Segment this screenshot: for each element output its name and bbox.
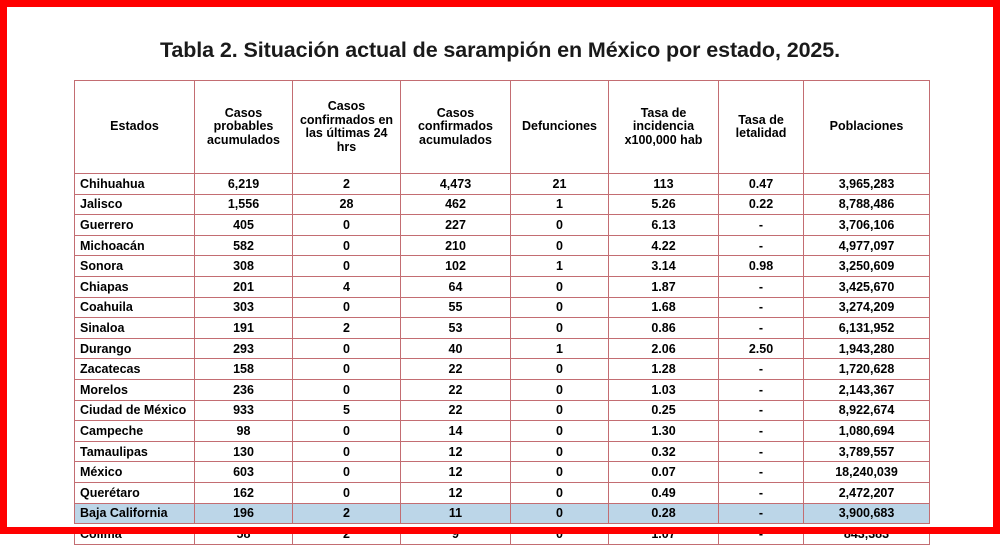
cell-incidencia: 1.68 <box>609 297 719 318</box>
cell-poblacion: 1,080,694 <box>804 421 930 442</box>
cell-incidencia: 3.14 <box>609 256 719 277</box>
cell-incidencia: 1.03 <box>609 379 719 400</box>
cell-defunciones: 0 <box>511 297 609 318</box>
cell-poblacion: 3,274,209 <box>804 297 930 318</box>
cell-probables: 603 <box>195 462 293 483</box>
cell-poblacion: 3,425,670 <box>804 276 930 297</box>
column-header-defunciones: Defunciones <box>511 81 609 174</box>
cell-incidencia: 1.87 <box>609 276 719 297</box>
table-row <box>75 400 930 421</box>
cell-letalidad: - <box>719 297 804 318</box>
cell-probables: 162 <box>195 482 293 503</box>
cell-confirmados-acum: 4,473 <box>401 174 511 195</box>
cell-probables: 98 <box>195 421 293 442</box>
cell-poblacion: 8,788,486 <box>804 194 930 215</box>
table-row <box>75 256 930 277</box>
cell-confirmados-24h: 4 <box>293 276 401 297</box>
cell-incidencia: 0.07 <box>609 462 719 483</box>
cell-incidencia: 0.86 <box>609 318 719 339</box>
table-row <box>75 276 930 297</box>
cell-defunciones: 1 <box>511 256 609 277</box>
cell-confirmados-24h: 0 <box>293 235 401 256</box>
cell-letalidad: - <box>719 421 804 442</box>
cell-confirmados-24h: 0 <box>293 297 401 318</box>
cell-estado: Tamaulipas <box>75 441 195 462</box>
table-row <box>75 235 930 256</box>
table-header-row <box>75 81 930 174</box>
cell-estado: Chihuahua <box>75 174 195 195</box>
document-page <box>12 12 988 541</box>
cell-poblacion: 8,922,674 <box>804 400 930 421</box>
cell-confirmados-acum: 227 <box>401 215 511 236</box>
cell-confirmados-24h: 0 <box>293 338 401 359</box>
cell-incidencia: 4.22 <box>609 235 719 256</box>
cell-letalidad: 0.98 <box>719 256 804 277</box>
cell-incidencia: 1.07 <box>609 524 719 545</box>
cell-confirmados-acum: 462 <box>401 194 511 215</box>
cell-confirmados-acum: 55 <box>401 297 511 318</box>
cell-defunciones: 0 <box>511 379 609 400</box>
cell-letalidad: - <box>719 318 804 339</box>
cell-letalidad: - <box>719 441 804 462</box>
cell-confirmados-acum: 12 <box>401 462 511 483</box>
cell-probables: 6,219 <box>195 174 293 195</box>
cell-defunciones: 0 <box>511 421 609 442</box>
cell-confirmados-acum: 11 <box>401 503 511 524</box>
cell-poblacion: 2,472,207 <box>804 482 930 503</box>
column-header-poblaciones: Poblaciones <box>804 81 930 174</box>
cell-confirmados-24h: 0 <box>293 215 401 236</box>
cell-estado: Colima <box>75 524 195 545</box>
cell-defunciones: 0 <box>511 400 609 421</box>
cell-estado: Chiapas <box>75 276 195 297</box>
cell-probables: 405 <box>195 215 293 236</box>
cell-poblacion: 6,131,952 <box>804 318 930 339</box>
cell-defunciones: 0 <box>511 235 609 256</box>
column-header-casos-confirmados-24hrs: Casos confirmados en las últimas 24 hrs <box>293 81 401 174</box>
cell-defunciones: 0 <box>511 524 609 545</box>
cell-confirmados-acum: 40 <box>401 338 511 359</box>
cell-estado: Jalisco <box>75 194 195 215</box>
cell-estado: Querétaro <box>75 482 195 503</box>
cell-confirmados-acum: 9 <box>401 524 511 545</box>
cell-probables: 1,556 <box>195 194 293 215</box>
table-row <box>75 215 930 236</box>
cell-incidencia: 5.26 <box>609 194 719 215</box>
cell-confirmados-acum: 12 <box>401 482 511 503</box>
cell-letalidad: - <box>719 276 804 297</box>
cell-confirmados-acum: 210 <box>401 235 511 256</box>
cell-estado: Durango <box>75 338 195 359</box>
cell-letalidad: 2.50 <box>719 338 804 359</box>
cell-probables: 191 <box>195 318 293 339</box>
cell-confirmados-acum: 22 <box>401 379 511 400</box>
table-row-highlighted <box>75 503 930 524</box>
cell-confirmados-24h: 0 <box>293 256 401 277</box>
cell-incidencia: 6.13 <box>609 215 719 236</box>
cell-defunciones: 0 <box>511 276 609 297</box>
table-row <box>75 318 930 339</box>
cell-incidencia: 113 <box>609 174 719 195</box>
cell-defunciones: 0 <box>511 215 609 236</box>
cell-confirmados-acum: 12 <box>401 441 511 462</box>
cell-letalidad: - <box>719 379 804 400</box>
cell-confirmados-acum: 22 <box>401 359 511 380</box>
cell-incidencia: 2.06 <box>609 338 719 359</box>
cell-probables: 196 <box>195 503 293 524</box>
cell-poblacion: 18,240,039 <box>804 462 930 483</box>
cell-letalidad: - <box>719 400 804 421</box>
cell-probables: 933 <box>195 400 293 421</box>
table-row <box>75 174 930 195</box>
table-header <box>75 81 930 174</box>
cell-probables: 236 <box>195 379 293 400</box>
measles-by-state-table <box>74 80 930 545</box>
cell-estado: Baja California <box>75 503 195 524</box>
cell-probables: 58 <box>195 524 293 545</box>
cell-defunciones: 1 <box>511 338 609 359</box>
cell-estado: Ciudad de México <box>75 400 195 421</box>
cell-confirmados-24h: 2 <box>293 503 401 524</box>
cell-confirmados-acum: 64 <box>401 276 511 297</box>
table-row <box>75 359 930 380</box>
cell-poblacion: 843,383 <box>804 524 930 545</box>
cell-confirmados-acum: 102 <box>401 256 511 277</box>
cell-letalidad: 0.22 <box>719 194 804 215</box>
cell-estado: México <box>75 462 195 483</box>
cell-estado: Coahuila <box>75 297 195 318</box>
cell-probables: 130 <box>195 441 293 462</box>
cell-poblacion: 3,250,609 <box>804 256 930 277</box>
cell-confirmados-acum: 22 <box>401 400 511 421</box>
cell-confirmados-24h: 5 <box>293 400 401 421</box>
cell-letalidad: - <box>719 462 804 483</box>
cell-defunciones: 0 <box>511 318 609 339</box>
cell-incidencia: 0.32 <box>609 441 719 462</box>
table-row <box>75 421 930 442</box>
cell-confirmados-24h: 2 <box>293 318 401 339</box>
cell-incidencia: 1.28 <box>609 359 719 380</box>
cell-incidencia: 1.30 <box>609 421 719 442</box>
cell-probables: 293 <box>195 338 293 359</box>
table-row <box>75 338 930 359</box>
cell-poblacion: 3,900,683 <box>804 503 930 524</box>
cell-estado: Michoacán <box>75 235 195 256</box>
cell-confirmados-24h: 28 <box>293 194 401 215</box>
column-header-tasa-letalidad: Tasa de letalidad <box>719 81 804 174</box>
cell-defunciones: 0 <box>511 462 609 483</box>
cell-incidencia: 0.25 <box>609 400 719 421</box>
cell-confirmados-24h: 2 <box>293 174 401 195</box>
cell-estado: Sonora <box>75 256 195 277</box>
column-header-casos-confirmados-acumulados: Casos confirmados acumulados <box>401 81 511 174</box>
cell-incidencia: 0.49 <box>609 482 719 503</box>
cell-letalidad: - <box>719 524 804 545</box>
table-row <box>75 524 930 545</box>
table-title: Tabla 2. Situación actual de sarampión en México por estado, 2025. <box>159 38 841 62</box>
table-row <box>75 297 930 318</box>
column-header-tasa-incidencia: Tasa de incidencia x100,000 hab <box>609 81 719 174</box>
table-row <box>75 482 930 503</box>
column-header-estados: Estados <box>75 81 195 174</box>
cell-probables: 158 <box>195 359 293 380</box>
table-row <box>75 194 930 215</box>
cell-poblacion: 1,720,628 <box>804 359 930 380</box>
cell-poblacion: 4,977,097 <box>804 235 930 256</box>
cell-defunciones: 21 <box>511 174 609 195</box>
table-row <box>75 462 930 483</box>
cell-defunciones: 0 <box>511 441 609 462</box>
cell-letalidad: - <box>719 503 804 524</box>
cell-confirmados-24h: 0 <box>293 482 401 503</box>
cell-probables: 201 <box>195 276 293 297</box>
cell-defunciones: 0 <box>511 482 609 503</box>
clipped-paragraph-text <box>102 12 902 24</box>
cell-defunciones: 0 <box>511 359 609 380</box>
cell-letalidad: 0.47 <box>719 174 804 195</box>
cell-confirmados-24h: 0 <box>293 462 401 483</box>
table-row <box>75 379 930 400</box>
table-row <box>75 441 930 462</box>
cell-incidencia: 0.28 <box>609 503 719 524</box>
cell-confirmados-acum: 14 <box>401 421 511 442</box>
table-body <box>75 174 930 545</box>
column-header-casos-probables-acumulados: Casos probables acumulados <box>195 81 293 174</box>
cell-probables: 303 <box>195 297 293 318</box>
cell-poblacion: 1,943,280 <box>804 338 930 359</box>
cell-estado: Sinaloa <box>75 318 195 339</box>
cell-confirmados-24h: 2 <box>293 524 401 545</box>
cell-confirmados-acum: 53 <box>401 318 511 339</box>
cell-probables: 308 <box>195 256 293 277</box>
cell-poblacion: 3,706,106 <box>804 215 930 236</box>
cell-defunciones: 0 <box>511 503 609 524</box>
cell-poblacion: 3,789,557 <box>804 441 930 462</box>
cell-confirmados-24h: 0 <box>293 379 401 400</box>
cell-defunciones: 1 <box>511 194 609 215</box>
cell-letalidad: - <box>719 215 804 236</box>
cell-letalidad: - <box>719 482 804 503</box>
cell-confirmados-24h: 0 <box>293 421 401 442</box>
measles-table-container <box>74 80 929 545</box>
cell-estado: Morelos <box>75 379 195 400</box>
cell-confirmados-24h: 0 <box>293 359 401 380</box>
cell-poblacion: 2,143,367 <box>804 379 930 400</box>
cell-probables: 582 <box>195 235 293 256</box>
cell-estado: Campeche <box>75 421 195 442</box>
cell-poblacion: 3,965,283 <box>804 174 930 195</box>
cell-letalidad: - <box>719 359 804 380</box>
cell-estado: Zacatecas <box>75 359 195 380</box>
cell-letalidad: - <box>719 235 804 256</box>
cell-confirmados-24h: 0 <box>293 441 401 462</box>
cell-estado: Guerrero <box>75 215 195 236</box>
